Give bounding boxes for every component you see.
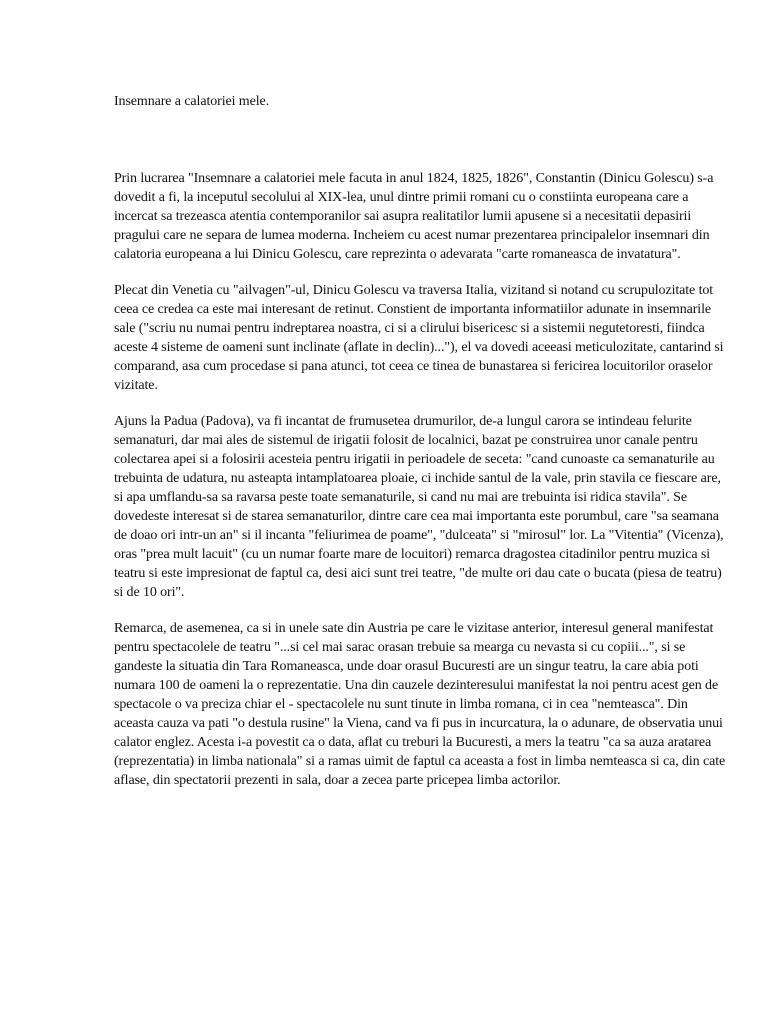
paragraph-3: Ajuns la Padua (Padova), va fi incantat de frumusetea drumurilor, de-a lungul carora se intindeau felurite semanaturi, dar mai ales de sistemul de irigatii folosit de localnici, bazat pe construirea unor canale pentru colectarea apei si a folosirii acesteia pentru irigatii in perioadele de seceta: "cand cunoaste ca semanaturile au trebuinta de udatura, nu asteapta intamplatoarea ploaie, ci inchide santul de la vale, prin stavila ce fiescare are, si apa umflandu-sa sa ravarsa peste toate semanaturile, si cand nu mai are trebuinta isi ridica stavila". Se dovedeste interesat si de starea semanaturilor, dintre care cea mai importanta este porumbul, care "sa seamana de doao ori intr-un an" si il incanta "feliurimea de poame", "dulceata" si "mirosul" lor. La "Vitentia" (Vicenza), oras "prea mult lacuit" (cu un numar foarte mare de locuitori) remarca dragostea citadinilor pentru muzica si teatru si este impresionat de faptul ca, desi aici sunt trei teatre, "de multe ori dau cate o bucata (piesa de teatru) si de 10 ori". xyxy=(114,414,724,600)
paragraph-4: Remarca, de asemenea, ca si in unele sate din Austria pe care le vizitase anterior, interesul general manifestat pentru spectacolele de teatru "...si cel mai sarac orasan trebuie sa mearga cu nevasta si cu copiii...", si se gandeste la situatia din Tara Romaneasca, unde doar orasul Bucuresti are un singur teatru, la care abia poti numara 100 de oameni la o reprezentatie. Una din cauzele dezinteresului manifestat la noi pentru acest gen de spectacole o va preciza chiar el - spectacolele nu sunt tinute in limba romana, ci in cea "nemteasca". Din aceasta cauza va pati "o destula rusine" la Viena, cand va fi pus in incurcatura, la o adunare, de observatia unui calator englez. Acesta i-a povestit ca o data, aflat cu treburi la Bucuresti, a mers la teatru "ca sa auza aratarea (reprezentatia) in limba nationala" si a ramas uimit de faptul ca aceasta a fost in limba nemteasca si ca, din cate aflase, din spectatorii prezenti in sala, doar a zecea parte pricepea limba actorilor. xyxy=(114,621,726,788)
paragraph-2: Plecat din Venetia cu "ailvagen"-ul, Dinicu Golescu va traversa Italia, vizitand si notand cu scrupulozitate tot ceea ce credea ca este mai interesant de retinut. Constient de importanta informatiilor adunate in insemnarile sale ("scriu nu numai pentru indreptarea noastra, ci si a clirului bisericesc si a sistemii negutetoresti, fiindca aceste 4 sisteme de oameni sunt inclinate (aflate in declin)..."), el va dovedi aceeasi meticulozitate, cantarind si comparand, asa cum procedase si pana atunci, tot ceea ce tinea de bunastarea si fericirea locuitorilor oraselor vizitate. xyxy=(114,283,724,393)
paragraph-1: Prin lucrarea "Insemnare a calatoriei mele facuta in anul 1824, 1825, 1826", Constantin (Dinicu Golescu) s-a dovedit a fi, la inceputul secolului al XIX-lea, unul dintre primii romani cu o constiinta europeana care a incercat sa trezeasca atentia contemporanilor sai asupra realitatilor lumii apusene si a necesitatii depasirii pragului care ne separa de lumea moderna. Incheiem cu acest numar prezentarea principalelor insemnari din calatoria europeana a lui Dinicu Golescu, care reprezinta o adevarata "carte romaneasca de invatatura". xyxy=(114,171,714,262)
document-page xyxy=(114,92,726,807)
document-title: Insemnare a calatoriei mele. xyxy=(114,94,270,109)
